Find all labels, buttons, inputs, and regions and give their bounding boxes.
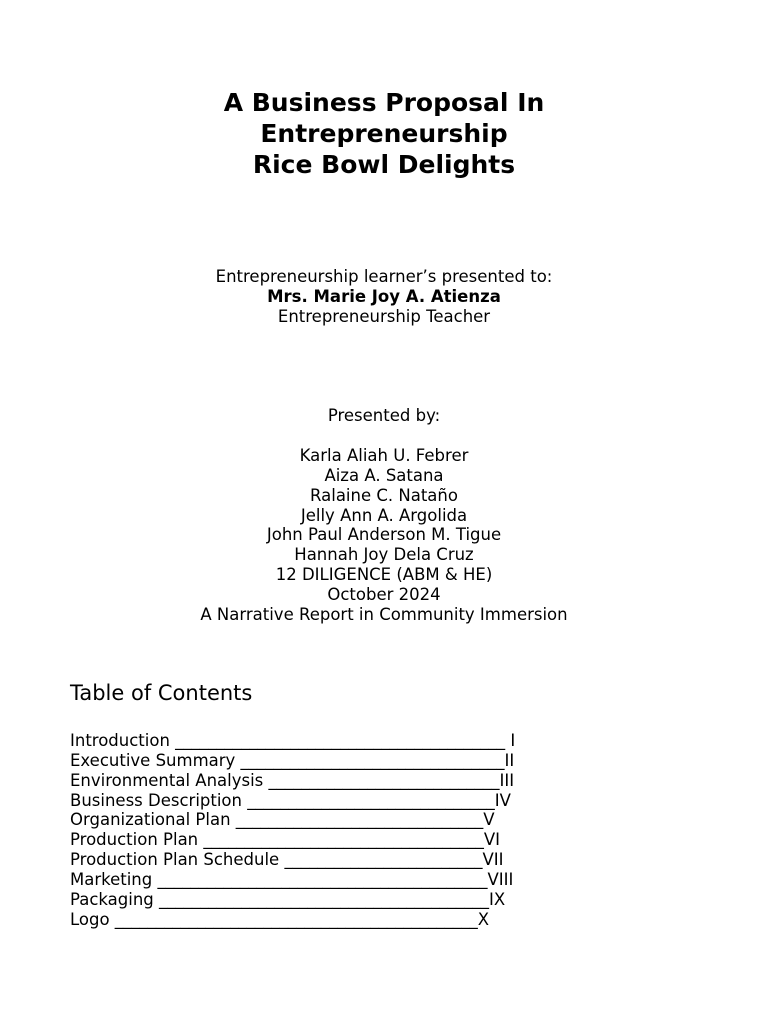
toc-item: Organizational Plan ______________________________V [70,810,495,830]
toc-item: Marketing ________________________________________VIII [70,869,514,889]
presenter-name: Hannah Joy Dela Cruz [294,545,474,565]
title-line-1: A Business Proposal In [223,88,545,117]
teacher-role: Entrepreneurship Teacher [277,307,491,326]
presented-to-block [0,267,768,327]
toc-item: Production Plan __________________________________VI [70,830,501,850]
presenter-name: Aiza A. Satana [324,465,444,485]
toc-item: Executive Summary ________________________________II [70,750,515,770]
presenters-block [0,446,768,625]
presenter-name: Jelly Ann A. Argolida [300,505,468,525]
toc-item: Logo ____________________________________________X [70,909,490,929]
report-date: October 2024 [327,584,441,604]
presented-by-label: Presented by: [327,406,441,425]
toc-heading: Table of Contents [70,681,253,705]
presenter-name: Ralaine C. Nataño [310,485,458,505]
toc-item: Environmental Analysis ____________________________III [70,770,515,790]
toc-item: Business Description ______________________________IV [70,790,511,810]
title-line-2: Entrepreneurship [260,119,508,148]
toc-item: Introduction ________________________________________ I [70,731,516,750]
presented-to-intro: Entrepreneurship learner’s presented to: [215,267,553,286]
class-section: 12 DILIGENCE (ABM & HE) [275,565,493,585]
toc-item: Packaging ________________________________________IX [70,889,506,909]
title-line-3: Rice Bowl Delights [252,150,516,179]
report-subtitle: A Narrative Report in Community Immersion [200,604,568,624]
presenter-name: Karla Aliah U. Febrer [299,446,469,465]
table-of-contents [70,731,630,929]
teacher-name: Mrs. Marie Joy A. Atienza [267,287,501,306]
toc-item: Production Plan Schedule ________________________VII [70,850,504,870]
presented-by-heading [0,406,768,426]
presenter-name: John Paul Anderson M. Tigue [266,525,502,545]
document-title [0,87,768,180]
